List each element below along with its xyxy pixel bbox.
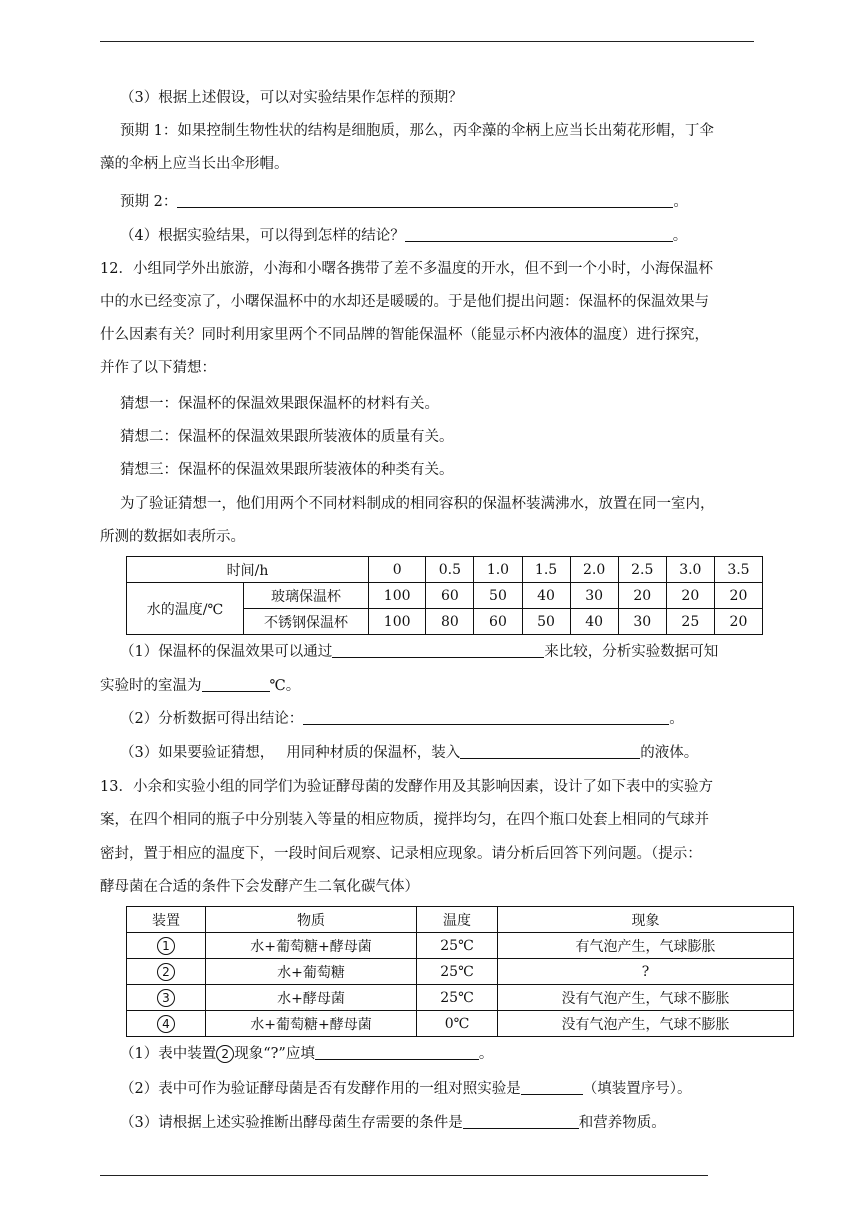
yeast-experiment-table: [126, 906, 794, 1037]
table-cell: 水+酵母菌: [206, 985, 417, 1011]
q11-prediction2-label: 预期 2：: [120, 194, 178, 210]
device-id: [127, 1011, 206, 1037]
header-phenomenon: 现象: [498, 907, 794, 933]
q12-part2: [120, 703, 790, 736]
table-cell: 40: [570, 609, 618, 635]
thermos-temperature-table: [126, 556, 763, 635]
table-row: [127, 1011, 794, 1037]
q13-part2-text: （2）表中可作为验证酵母菌是否有发酵作用的一组对照实验是: [120, 1081, 521, 1097]
table-cell: 25℃: [417, 985, 498, 1011]
q12-stem-line1: 12．小组同学外出旅游，小海和小曙各携带了差不多温度的开水，但不到一个小时，小海保温杯: [100, 261, 713, 277]
table-cell: 水+葡萄糖+酵母菌: [206, 933, 417, 959]
table-cell: 100: [369, 583, 426, 609]
circled-number: 2: [157, 963, 175, 981]
q12-part1-text-b: 来比较，分析实验数据可知: [544, 644, 719, 660]
table-row: [127, 959, 794, 985]
time-cell: 3.5: [714, 557, 762, 583]
header-substance: 物质: [206, 907, 417, 933]
q13-part1-text: （1）表中装置: [120, 1046, 217, 1062]
q12-guess3: 猜想三：保温杯的保温效果跟所装液体的种类有关。: [120, 462, 454, 478]
q13-part1-text-b: 现象“?”应填: [234, 1046, 315, 1062]
q12-part3: [120, 737, 790, 770]
table-cell: 25: [666, 609, 714, 635]
table-row: [127, 933, 794, 959]
answer-blank[interactable]: [332, 641, 544, 658]
q13-stem-line4: 酵母菌在合适的条件下会发酵产生二氧化碳气体）: [100, 879, 419, 895]
punct: 。: [478, 1046, 494, 1062]
bottom-rule: [100, 1175, 708, 1176]
table-cell: 50: [522, 609, 570, 635]
time-cell: 2.5: [618, 557, 666, 583]
q11-prediction2: [120, 186, 790, 219]
time-cell: 3.0: [666, 557, 714, 583]
q11-prediction1-line1: 预期 1：如果控制生物性状的结构是细胞质，那么，丙伞藻的伞柄上应当长出菊花形帽，丁伞: [120, 123, 714, 139]
q13-part2: [120, 1073, 790, 1106]
q13-stem-line3: 密封，置于相应的温度下，一段时间后观察、记录相应现象。请分析后回答下列问题。（提示：: [100, 846, 702, 862]
answer-blank[interactable]: [202, 675, 270, 692]
unit-text: ℃。: [269, 678, 301, 694]
q11-part4-text: （4）根据实验结果，可以得到怎样的结论？: [120, 228, 405, 244]
table-cell: 没有气泡产生，气球不膨胀: [498, 985, 794, 1011]
device-id: [127, 959, 206, 985]
table-cell: 有气泡产生，气球膨胀: [498, 933, 794, 959]
time-header: 时间/h: [127, 557, 369, 583]
row-group-label: 水的温度/℃: [127, 583, 244, 635]
table-cell: 20: [618, 583, 666, 609]
table-cell: ?: [498, 959, 794, 985]
table-row: [127, 583, 763, 609]
answer-blank[interactable]: [460, 742, 640, 759]
q13-stem-line1: 13．小余和实验小组的同学们为验证酵母菌的发酵作用及其影响因素，设计了如下表中的实验方: [100, 779, 713, 795]
table-cell: 60: [474, 609, 522, 635]
q12-part1-line2: [100, 670, 770, 703]
table-cell: 20: [714, 609, 762, 635]
q13-part3-text: （3）请根据上述实验推断出酵母菌生存需要的条件是: [120, 1115, 463, 1131]
punct: 。: [669, 711, 684, 727]
punct: 。: [673, 194, 688, 210]
table-cell: 100: [369, 609, 426, 635]
circled-number: 2: [216, 1045, 234, 1063]
q12-part3-text-c: 的液体。: [640, 745, 699, 761]
time-cell: 1.0: [474, 557, 522, 583]
table-row: [127, 557, 763, 583]
q13-stem-line2: 案，在四个相同的瓶子中分别装入等量的相应物质，搅拌均匀，在四个瓶口处套上相同的气球并: [100, 812, 709, 828]
table-cell: 25℃: [417, 959, 498, 985]
table-cell: 20: [666, 583, 714, 609]
device-id: [127, 933, 206, 959]
time-cell: 0.5: [426, 557, 474, 583]
table-cell: 水+葡萄糖: [206, 959, 417, 985]
table-row: [127, 907, 794, 933]
q13-part3: [120, 1107, 790, 1140]
answer-blank[interactable]: [405, 225, 673, 242]
answer-blank[interactable]: [177, 191, 673, 208]
table-cell: 40: [522, 583, 570, 609]
q12-stem-line4: 并作了以下猜想：: [100, 360, 216, 376]
q12-part3-text-b: 用同种材质的保温杯，装入: [286, 745, 461, 761]
q12-intro-line2: 所测的数据如表所示。: [100, 529, 245, 545]
answer-blank[interactable]: [303, 708, 669, 725]
q12-stem-line3: 什么因素有关？同时利用家里两个不同品牌的智能保温杯（能显示杯内液体的温度）进行探究，: [100, 327, 709, 343]
table-cell: 没有气泡产生，气球不膨胀: [498, 1011, 794, 1037]
q11-part3: （3）根据上述假设，可以对实验结果作怎样的预期？: [120, 90, 463, 106]
device-id: [127, 985, 206, 1011]
answer-blank[interactable]: [315, 1043, 479, 1060]
answer-blank[interactable]: [463, 1112, 579, 1129]
table-cell: 0℃: [417, 1011, 498, 1037]
q13-part3-text-b: 和营养物质。: [578, 1115, 666, 1131]
q11-prediction1-line2: 藻的伞柄上应当长出伞形帽。: [100, 156, 289, 172]
q12-part1-line1: [120, 636, 790, 669]
q13-part1: [120, 1038, 790, 1071]
table-row: [127, 985, 794, 1011]
q12-guess1: 猜想一：保温杯的保温效果跟保温杯的材料有关。: [120, 396, 439, 412]
circled-number: 4: [157, 1015, 175, 1033]
punct: 。: [672, 228, 688, 244]
table-cell: 25℃: [417, 933, 498, 959]
q12-part1-text-c: 实验时的室温为: [100, 678, 202, 694]
answer-blank[interactable]: [521, 1078, 583, 1095]
q11-part4: [120, 220, 790, 253]
time-cell: 2.0: [570, 557, 618, 583]
q12-guess2: 猜想二：保温杯的保温效果跟所装液体的质量有关。: [120, 429, 454, 445]
q13-part2-text-b: （填装置序号）。: [582, 1081, 692, 1097]
row-label: 不锈钢保温杯: [244, 609, 369, 635]
time-cell: 0: [369, 557, 426, 583]
q12-part2-text: （2）分析数据可得出结论：: [120, 711, 304, 727]
table-cell: 80: [426, 609, 474, 635]
table-cell: 水+葡萄糖+酵母菌: [206, 1011, 417, 1037]
table-cell: 30: [570, 583, 618, 609]
circled-number: 3: [157, 989, 175, 1007]
q12-intro-line1: 为了验证猜想一，他们用两个不同材料制成的相同容积的保温杯装满沸水，放置在同一室内，: [120, 496, 715, 512]
header-device: 装置: [127, 907, 206, 933]
top-rule: [100, 41, 754, 42]
header-temperature: 温度: [417, 907, 498, 933]
table-cell: 20: [714, 583, 762, 609]
time-cell: 1.5: [522, 557, 570, 583]
table-cell: 30: [618, 609, 666, 635]
table-cell: 50: [474, 583, 522, 609]
table-cell: 60: [426, 583, 474, 609]
q12-part1-text: （1）保温杯的保温效果可以通过: [120, 644, 333, 660]
q12-stem-line2: 中的水已经变凉了，小曙保温杯中的水却还是暖暖的。于是他们提出问题：保温杯的保温效果与: [100, 294, 709, 310]
q12-part3-text: （3）如果要验证猜想，: [120, 745, 275, 761]
row-label: 玻璃保温杯: [244, 583, 369, 609]
circled-number: 1: [157, 937, 175, 955]
